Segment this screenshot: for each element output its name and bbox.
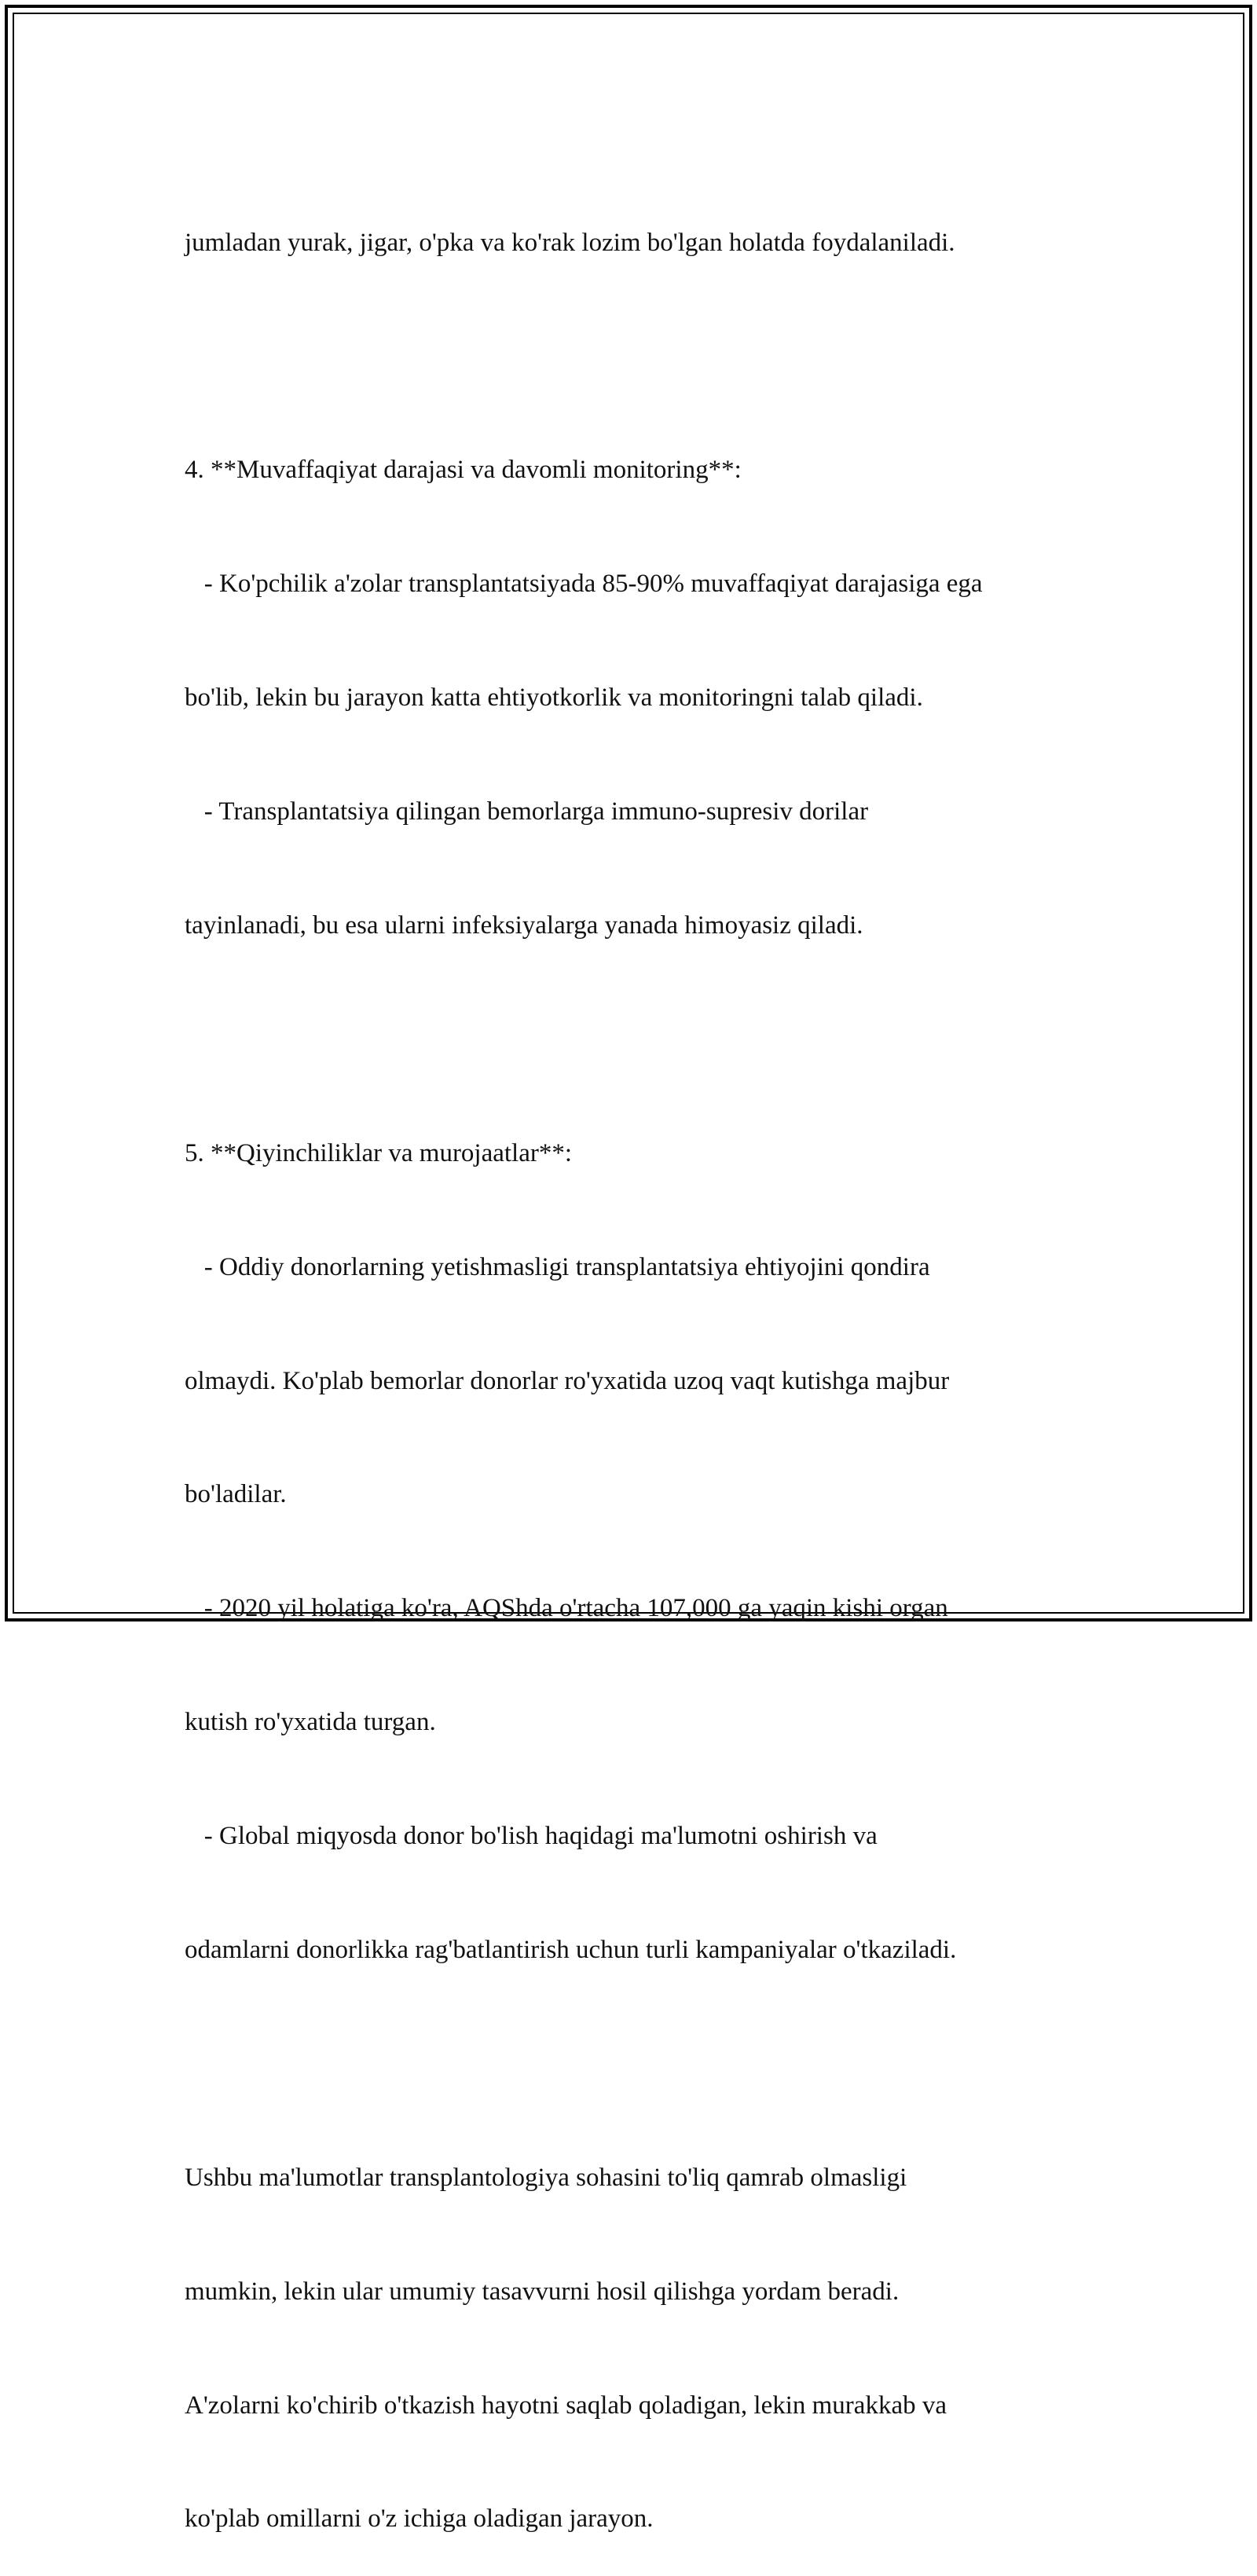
blank-line xyxy=(185,2045,1088,2083)
text-line: - Global miqyosda donor bo'lish haqidagi ma'lumotni oshirish va xyxy=(185,1822,878,1851)
text-line: Ushbu ma'lumotlar transplantologiya sohasini to'liq qamrab olmasligi xyxy=(185,2163,907,2192)
text-line: olmaydi. Ko'plab bemorlar donorlar ro'yxatida uzoq vaqt kutishga majbur xyxy=(185,1366,950,1395)
text-line: bo'ladilar. xyxy=(185,1480,287,1509)
section-heading: 5. **Qiyinchiliklar va murojaatlar**: xyxy=(185,1138,573,1167)
section-heading: 4. **Muvaffaqiyat darajasi va davomli monitoring**: xyxy=(185,456,742,485)
text-line: - Oddiy donorlarning yetishmasligi transplantatsiya ehtiyojini qondira xyxy=(185,1252,930,1281)
text-line: bo'lib, lekin bu jarayon katta ehtiyotkorlik va monitoringni talab qiladi. xyxy=(185,683,923,713)
text-line: odamlarni donorlikka rag'batlantirish uchun turli kampaniyalar o'tkaziladi. xyxy=(185,1935,957,1964)
text-line: tayinlanadi, bu esa ularni infeksiyalarga yanada himoyasiz qiladi. xyxy=(185,911,863,940)
text-line: - Ko'pchilik a'zolar transplantatsiyada 85-90% muvaffaqiyat darajasiga ega xyxy=(185,570,983,599)
text-line: ko'plab omillarni o'z ichiga oladigan jarayon. xyxy=(185,2505,654,2534)
text-line: A'zolarni ko'chirib o'tkazish hayotni saqlab qoladigan, lekin murakkab va xyxy=(185,2391,947,2420)
text-line: - 2020 yil holatiga ko'ra, AQShda o'rtacha 107,000 ga yaqin kishi organ xyxy=(185,1594,948,1623)
blank-line xyxy=(185,337,1088,375)
document-body xyxy=(185,148,1088,2576)
text-line: jumladan yurak, jigar, o'pka va ko'rak lozim bo'lgan holatda foydalaniladi. xyxy=(185,228,955,257)
text-line: mumkin, lekin ular umumiy tasavvurni hosil qilishga yordam beradi. xyxy=(185,2277,900,2306)
text-line: kutish ro'yxatida turgan. xyxy=(185,1708,436,1737)
blank-line xyxy=(185,1021,1088,1058)
text-line: - Transplantatsiya qilingan bemorlarga immuno-supresiv dorilar xyxy=(185,797,869,826)
